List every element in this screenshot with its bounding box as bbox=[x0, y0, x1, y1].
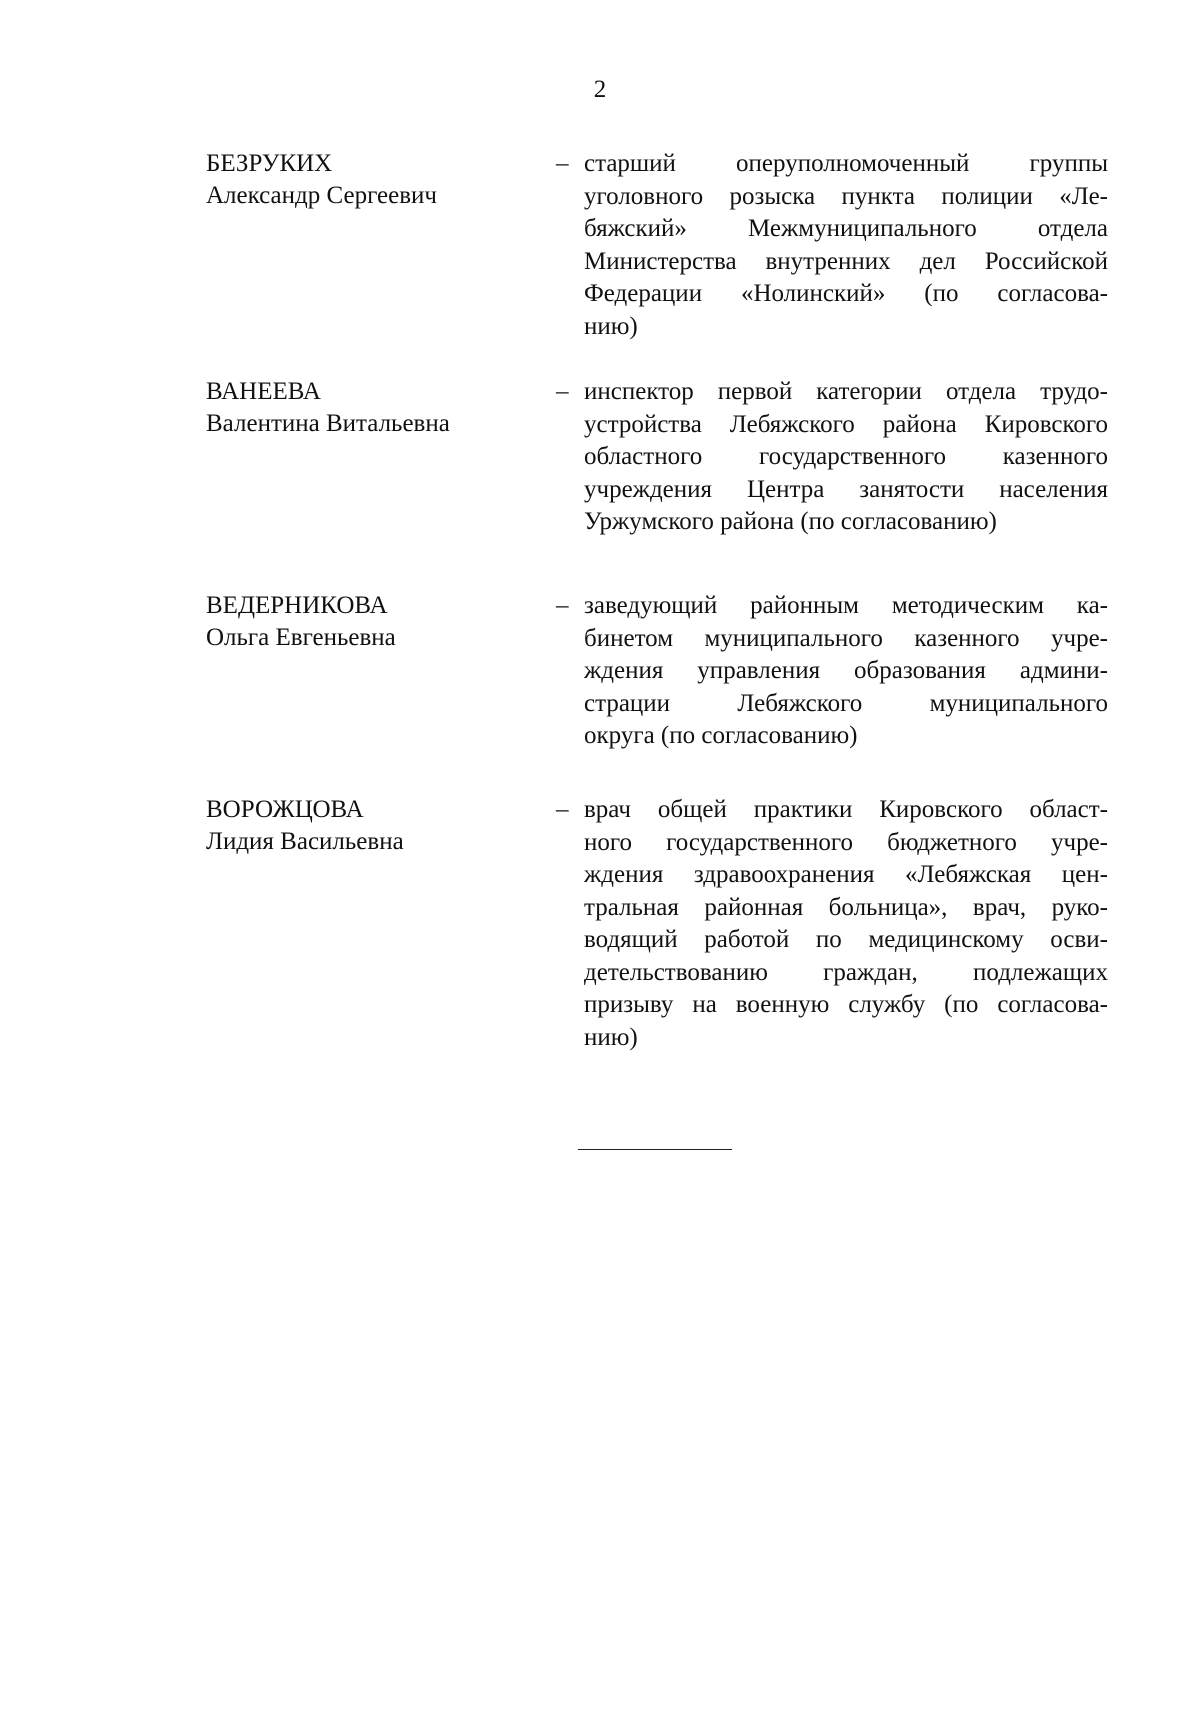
position-line: бинетом муниципального казенного учре- bbox=[584, 624, 1108, 652]
position-line: Уржумского района (по согласованию) bbox=[584, 508, 997, 535]
member-given-names: Лидия Васильевна bbox=[206, 828, 404, 855]
position-line: Федерации «Нолинский» (по согласова- bbox=[584, 280, 1108, 307]
dash-separator: – bbox=[556, 796, 569, 823]
position-line: призыву на военную службу (по согласова- bbox=[584, 991, 1108, 1018]
member-name bbox=[206, 794, 526, 858]
dash-separator: – bbox=[556, 150, 569, 177]
position-line: уголовного розыска пункта полиции «Ле- bbox=[584, 182, 1108, 210]
member-position bbox=[584, 794, 1108, 1054]
member-surname: ВОРОЖЦОВА bbox=[206, 796, 364, 823]
position-line: ного государственного бюджетного учре- bbox=[584, 828, 1108, 856]
member-name bbox=[206, 376, 526, 440]
position-line: учреждения Центра занятости населения bbox=[584, 475, 1108, 503]
dash-separator: – bbox=[556, 378, 569, 405]
position-line: врач общей практики Кировского област- bbox=[584, 796, 1108, 823]
member-surname: ВЕДЕРНИКОВА bbox=[206, 592, 388, 619]
position-line: Министерства внутренних дел Российской bbox=[584, 247, 1108, 275]
position-line: нию) bbox=[584, 312, 638, 340]
position-line: бяжский» Межмуниципального отдела bbox=[584, 215, 1108, 242]
position-line: водящий работой по медицинскому осви- bbox=[584, 926, 1108, 953]
page-number: 2 bbox=[593, 76, 607, 103]
member-given-names: Ольга Евгеньевна bbox=[206, 624, 396, 651]
position-line: страции Лебяжского муниципального bbox=[584, 689, 1108, 717]
dash-separator: – bbox=[556, 592, 569, 619]
position-line: ждения здравоохранения «Лебяжская цен- bbox=[584, 861, 1108, 888]
position-line: округа (по согласованию) bbox=[584, 722, 858, 749]
position-line: нию) bbox=[584, 1023, 638, 1051]
member-given-names: Валентина Витальевна bbox=[206, 410, 450, 437]
closing-rule bbox=[578, 1149, 732, 1150]
position-line: старший оперуполномоченный группы bbox=[584, 150, 1108, 177]
position-line: детельствованию граждан, подлежащих bbox=[584, 958, 1108, 986]
position-line: областного государственного казенного bbox=[584, 443, 1108, 470]
member-position bbox=[584, 148, 1108, 343]
member-position bbox=[584, 590, 1108, 753]
position-line: тральная районная больница», врач, руко- bbox=[584, 893, 1108, 921]
member-name bbox=[206, 590, 526, 654]
member-surname: БЕЗРУКИХ bbox=[206, 150, 333, 177]
position-line: заведующий районным методическим ка- bbox=[584, 592, 1108, 619]
position-line: ждения управления образования админи- bbox=[584, 657, 1108, 684]
member-name bbox=[206, 148, 526, 212]
member-position bbox=[584, 376, 1108, 539]
position-line: устройства Лебяжского района Кировского bbox=[584, 410, 1108, 438]
member-given-names: Александр Сергеевич bbox=[206, 182, 437, 209]
member-surname: ВАНЕЕВА bbox=[206, 378, 321, 405]
position-line: инспектор первой категории отдела трудо- bbox=[584, 378, 1108, 405]
